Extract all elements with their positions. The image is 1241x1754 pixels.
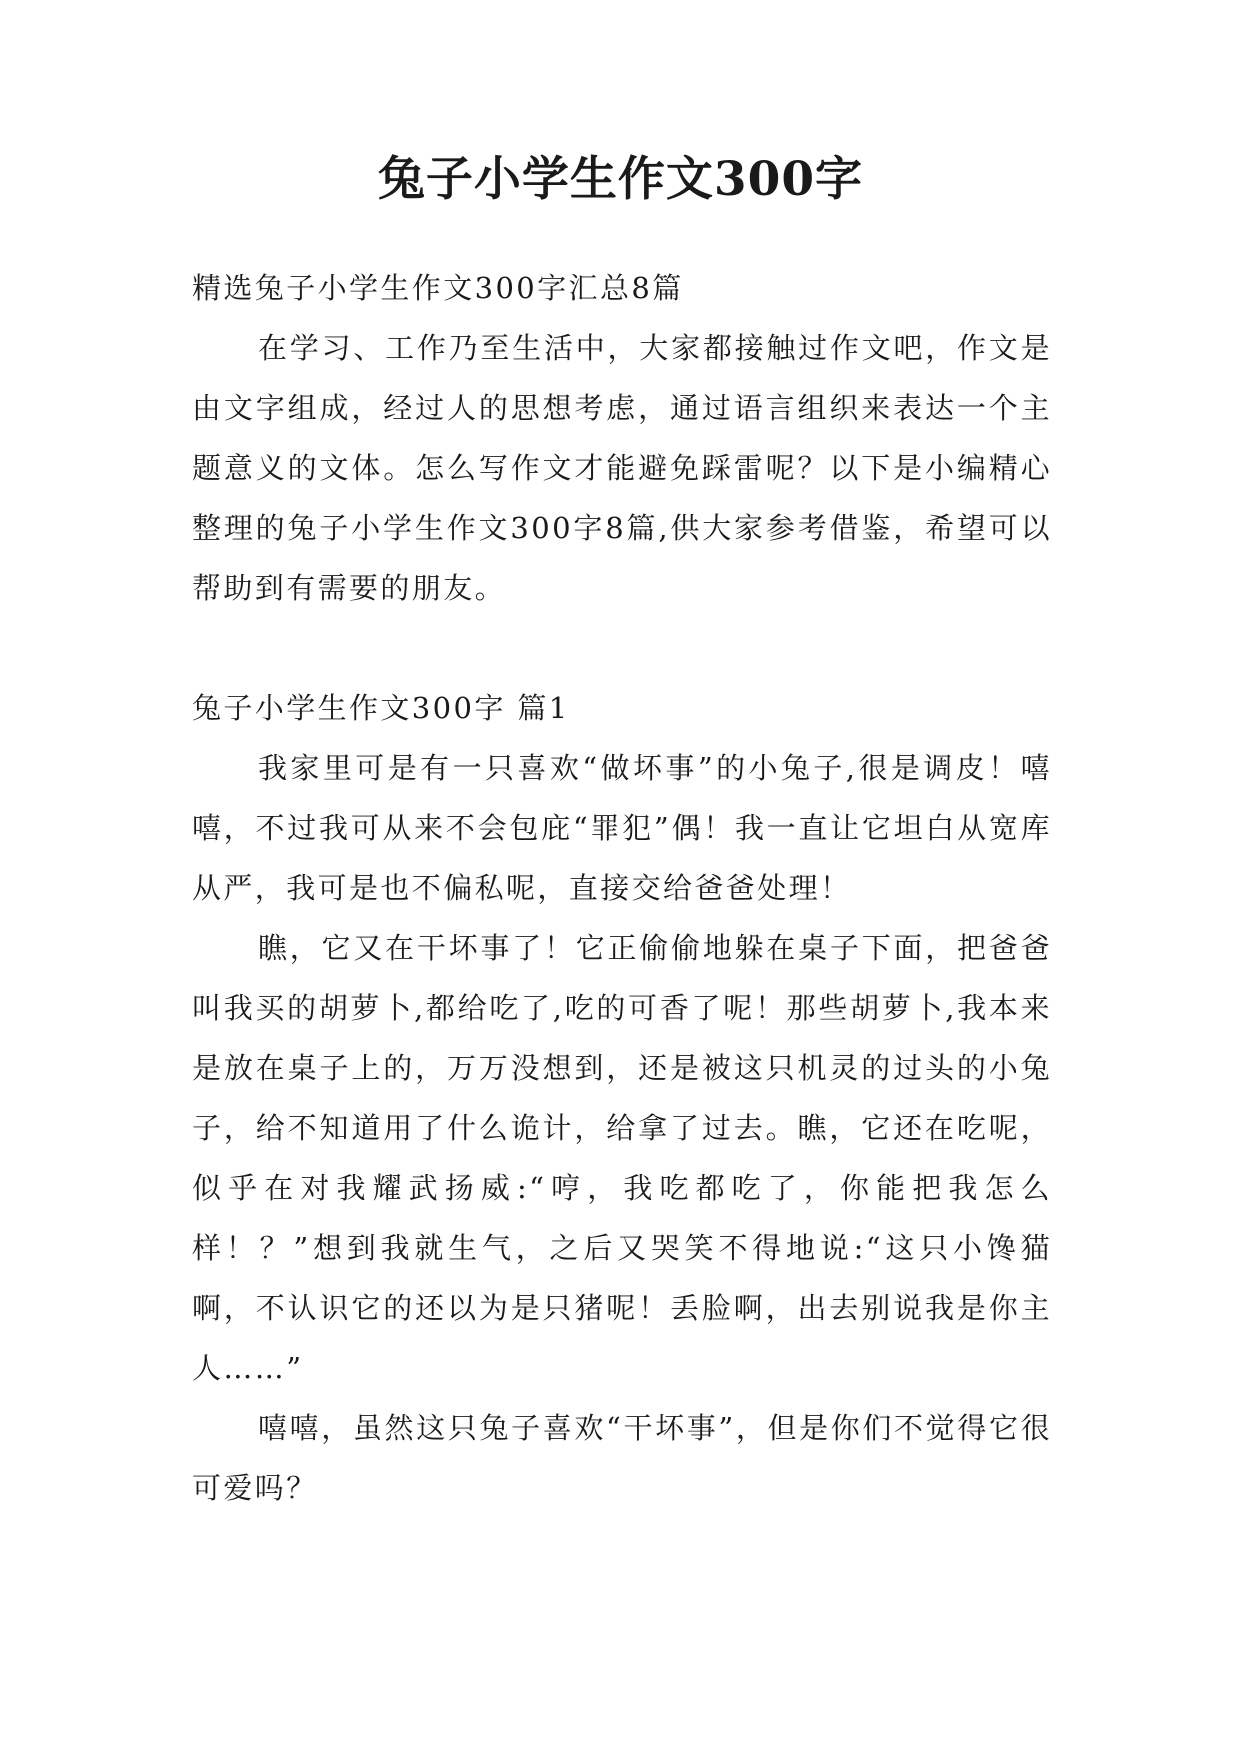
- essay-paragraph-2: 瞧，它又在干坏事了！它正偷偷地躲在桌子下面，把爸爸叫我买的胡萝卜,都给吃了,吃的可香了呢！那些胡萝卜,我本来是放在桌子上的，万万没想到，还是被这只机灵的过头的小兔子，给不知道用了什么诡计，给拿了过去。瞧，它还在吃呢，似乎在对我耀武扬威:“哼，我吃都吃了，你能把我怎么样！？”想到我就生气，之后又哭笑不得地说:“这只小馋猫啊，不认识它的还以为是只猪呢！丢脸啊，出去别说我是你主人……”: [192, 931, 1052, 1385]
- document-title: 兔子小学生作文300字: [377, 152, 864, 207]
- section-heading: 兔子小学生作文300字 篇1: [192, 691, 570, 725]
- document-subtitle: 精选兔子小学生作文300字汇总8篇: [192, 271, 684, 305]
- essay-paragraph-3: 嘻嘻，虽然这只兔子喜欢“干坏事”，但是你们不觉得它很可爱吗？: [192, 1411, 1052, 1505]
- section-spacer: [192, 618, 1052, 678]
- essay-paragraph-1: 我家里可是有一只喜欢“做坏事”的小兔子,很是调皮！嘻嘻，不过我可从来不会包庇“罪犯”偶！我一直让它坦白从宽库从严，我可是也不偏私呢，直接交给爸爸处理！: [192, 751, 1052, 905]
- intro-paragraph: 在学习、工作乃至生活中，大家都接触过作文吧，作文是由文字组成，经过人的思想考虑，通过语言组织来表达一个主题意义的文体。怎么写作文才能避免踩雷呢？以下是小编精心整理的兔子小学生作文300字8篇,供大家参考借鉴，希望可以帮助到有需要的朋友。: [192, 331, 1052, 605]
- document-body: [192, 258, 1052, 1518]
